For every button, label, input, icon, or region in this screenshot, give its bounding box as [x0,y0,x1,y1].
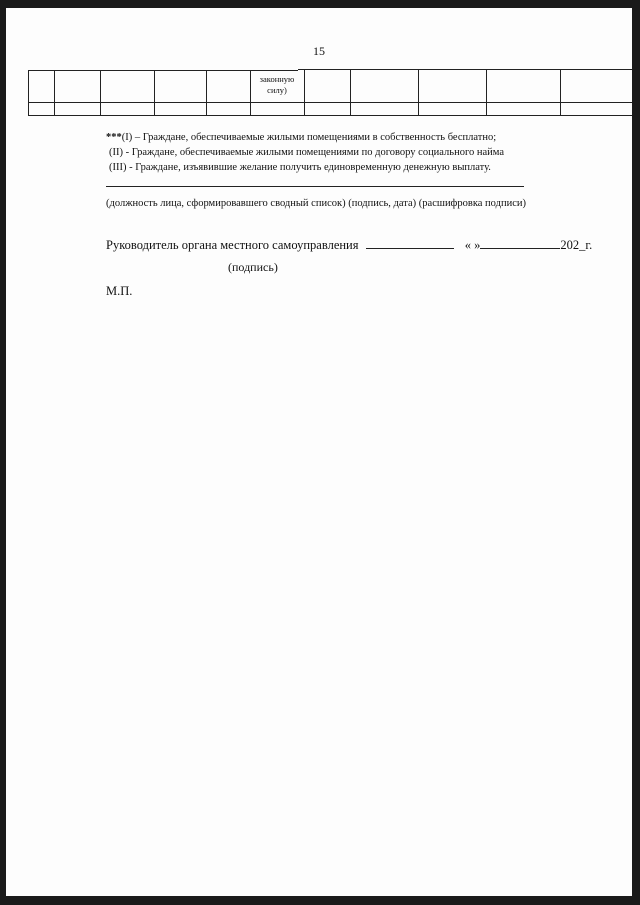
footnote-line-3: (III) - Граждане, изъявившие желание получить единовременную денежную выплату. [109,162,491,173]
table-col-line [560,70,561,116]
stamp-label: М.П. [106,284,133,298]
signature-rule [106,186,524,187]
footnote-line-1 [106,132,496,143]
table-col-line [54,70,55,116]
document-page [6,8,632,896]
table-top-rule-right [298,69,632,70]
head-signature-line [106,236,592,253]
date-blank [480,236,560,249]
date-quotes: « » [464,238,481,252]
head-label: Руководитель органа местного самоуправления [106,238,359,252]
page-number: 15 [313,44,325,58]
footnote-text: (I) – Граждане, обеспечиваемые жилыми помещениями в собственность бесплатно; [121,132,497,143]
table-col-line [350,70,351,116]
footnote-line-2: (II) - Граждане, обеспечиваемые жилыми помещениями по договору социального найма [109,147,505,158]
table-top-rule [28,70,298,71]
cell-text-line: законную [259,74,295,84]
table-cell-text [252,74,302,96]
table-col-line [154,70,155,116]
table-col-line [250,70,251,116]
table-continuation [28,70,632,116]
year-label: 202_г. [560,238,593,252]
table-col-line [28,70,29,116]
table-col-line [304,70,305,116]
table-middle-rule [28,102,632,103]
signature-caption: (должность лица, сформировавшего сводный список) (подпись, дата) (расшифровка подписи) [106,198,526,209]
table-col-line [418,70,419,116]
table-bottom-rule [28,115,632,116]
table-col-line [100,70,101,116]
table-col-line [206,70,207,116]
cell-text-line: силу) [267,85,287,95]
head-signature-blank [366,236,454,249]
footnote-marker: *** [106,132,122,143]
signature-label: (подпись) [228,260,278,274]
table-col-line [486,70,487,116]
